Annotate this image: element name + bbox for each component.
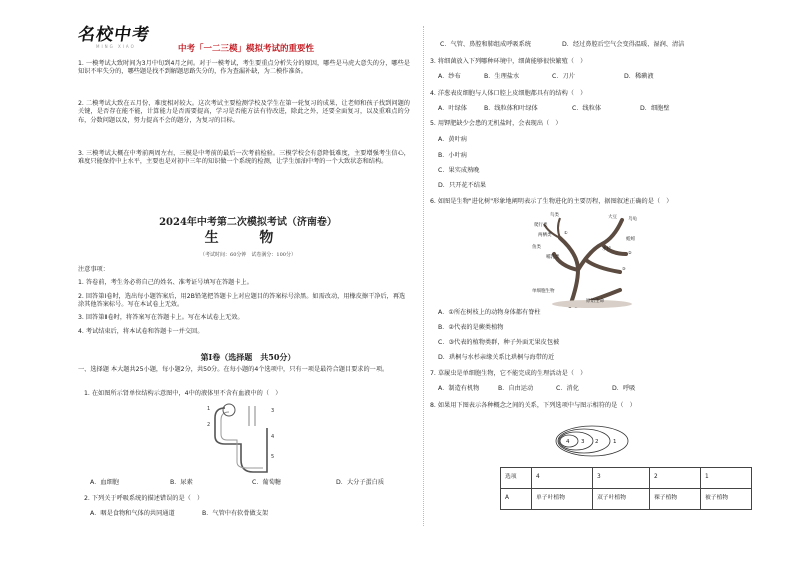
option-d[interactable]: D．珙桐与水杉亲缘关系比珙桐与海带的近 (438, 354, 555, 361)
circle-label-1: 1 (613, 439, 617, 445)
logo-subtext: MING XIAO (96, 44, 136, 49)
option-a[interactable]: A．①所在树枝上的动物身体都有脊柱 (438, 309, 541, 316)
option-d[interactable]: D．呼吸 (612, 385, 636, 392)
question-8-stem: 8. 如果用下图表示各种概念之间的关系，下列选项中与图示相符的是（ ） (430, 402, 636, 409)
svg-text:1: 1 (207, 406, 211, 412)
question-7-stem: 7. 草履虫是单细胞生物，它不能完成的生理活动是（ ） (430, 370, 587, 377)
svg-text:3: 3 (271, 408, 275, 414)
option-b[interactable]: B．自由运动 (498, 385, 534, 392)
option-a[interactable]: A．叶绿体 (438, 105, 467, 112)
table-header-cell: 选项 (501, 468, 532, 489)
school-logo (78, 24, 170, 50)
svg-text:4: 4 (271, 434, 275, 440)
table-cell: 裸子植物 (650, 489, 701, 510)
option-c[interactable]: C．葡萄糖 (252, 479, 282, 486)
exam-subject: 生 物 (204, 230, 292, 246)
table-header-cell: 3 (593, 468, 650, 489)
option-a[interactable]: A．血细胞 (90, 479, 119, 486)
option-c[interactable]: C．刀片 (552, 73, 575, 80)
intro-paragraph-2: 2. 二模考试大致在五月份，难度相对较大。这次考试主要检测学校及学生在第一轮复习的成果，让老师和孩子找到问题的关键，是否存在能不能，计算能力是否需要提高，学习是否能方法有待改进，除此之外，还要全面复习，以及重难点的分布，分数问题以及，努力提高不会的题分，为复习的目标。 (78, 100, 410, 124)
intro-paragraph-3: 3. 三模考试大概在中考前两周左右，三模是中考前的最后一次考前检验。三模学校会有意降低难度，主要增强考生信心，难度只能保持中上水平，主要也是对初中三年的知识做一个系统的检测，让学生加油中考的一个大致状态和结构。 (78, 150, 410, 166)
option-b[interactable]: B．②代表的是蕨类植物 (438, 324, 504, 331)
table-row[interactable] (501, 489, 752, 510)
nephron-diagram (205, 398, 295, 478)
table-header-row (501, 468, 752, 489)
option-c[interactable]: C．线粒体 (572, 105, 602, 112)
option-c[interactable]: C．气管、鼻腔和肺组成呼吸系统 (440, 41, 531, 48)
section-title: 第Ⅰ卷（选择题 共50分） (200, 352, 296, 362)
evolution-tree-diagram (530, 210, 655, 308)
option-b[interactable]: B．线粒体和叶绿体 (484, 105, 538, 112)
question-7-options (438, 385, 658, 393)
circle-label-3: 3 (581, 439, 585, 445)
label-metasequoia: 水杉 (602, 247, 611, 252)
option-a[interactable]: A．黄叶病 (438, 136, 467, 143)
option-a[interactable]: A．咽是食物和气体的共同通道 (90, 510, 175, 517)
exam-notes (78, 266, 408, 341)
option-c[interactable]: C．③代表的植物类群，种子外面无果皮包被 (438, 339, 560, 346)
option-c[interactable]: C．消化 (556, 385, 579, 392)
option-b[interactable]: B．生理盐水 (484, 73, 520, 80)
table-cell: A (501, 489, 532, 510)
label-soybean: 大豆 (608, 215, 617, 220)
table-header-cell: 2 (650, 468, 701, 489)
svg-text:③: ③ (622, 266, 626, 271)
promo-banner: 中考「一二三模」模拟考试的重要性 (178, 44, 315, 54)
option-a[interactable]: A．纱布 (438, 73, 461, 80)
table-cell: 双子叶植物 (593, 489, 650, 510)
label-unicellular: 单细胞生物 (532, 289, 555, 294)
column-divider (423, 26, 424, 526)
circle-label-2: 2 (595, 439, 599, 445)
option-b[interactable]: B．尿素 (170, 479, 193, 486)
option-c[interactable]: C．果实成熟晚 (438, 167, 480, 174)
intro-paragraph-1: 1. 一模考试大致时间为3月中旬到4月之间。对于一模考试，考生要重点分析失分的原因，哪些是马虎大意失的分，哪些是知识不牢失分的，哪些题是找不到解题思路失分的，作为查漏补缺，为二模作准备。 (78, 60, 410, 76)
note-item: 4. 考试结束后，将本试卷和答题卡一并交回。 (78, 327, 204, 335)
table-cell: 单子叶植物 (532, 489, 593, 510)
svg-text:②: ② (628, 250, 632, 255)
table-cell: 被子植物 (701, 489, 752, 510)
label-birds: 鸟类 (550, 213, 559, 218)
svg-text:5: 5 (271, 454, 275, 460)
option-d[interactable]: D．经过鼻腔后空气会变得温暖、湿润、清洁 (562, 41, 685, 48)
option-a[interactable]: A．制造有机物 (438, 385, 480, 392)
option-d[interactable]: D．稀碘液 (624, 73, 654, 80)
question-3-stem: 3. 将细菌放入下列哪种环境中，细菌能够很快繁殖（ ） (430, 58, 587, 65)
svg-text:2: 2 (207, 422, 211, 428)
notes-heading: 注意事项： (78, 266, 109, 273)
label-earthworm: 蚯蚓 (626, 237, 635, 242)
circle-label-4: 4 (566, 439, 570, 445)
note-item: 2. 回答第Ⅰ卷时，选出每小题答案后，用2B铅笔把答题卡上对应题目的答案标号涂黑。如需改动，用橡皮擦干净后，再选涂其他答案标号。写在本试卷上无效。 (78, 292, 406, 309)
question-2-options (90, 510, 342, 518)
label-mammals: 哺乳类 (546, 255, 560, 260)
question-4-options (438, 105, 700, 113)
label-tortoise: 乌龟 (628, 217, 637, 222)
option-b[interactable]: B．气管中有软骨做支架 (202, 510, 269, 517)
exam-title: 2024年中考第二次模拟考试（济南卷） (159, 217, 337, 228)
label-origin-of-life: 原始生命 (586, 299, 604, 304)
svg-text:①: ① (564, 230, 568, 235)
label-reptiles: 爬行类 (534, 223, 548, 228)
question-6-stem: 6. 如图是生物"进化树"形象地阐明表示了生物进化的主要历程，据图叙述正确的是（ ） (430, 198, 673, 205)
label-amphibians: 两栖类 (538, 233, 552, 238)
options-table (500, 467, 752, 510)
nested-concepts-diagram (554, 424, 630, 458)
note-item: 3. 回答第Ⅱ卷时，将答案写在答题卡上。写在本试卷上无效。 (78, 314, 244, 322)
question-3-options (438, 73, 684, 81)
question-4-stem: 4. 洋葱表皮细胞与人体口腔上皮细胞都具有的结构（ ） (430, 90, 587, 97)
exam-meta: （考试时间：60分钟 试卷满分：100分） (200, 252, 296, 258)
option-d[interactable]: D．只开花不结果 (438, 182, 487, 189)
table-header-cell: 1 (701, 468, 752, 489)
option-b[interactable]: B．小叶病 (438, 152, 467, 159)
option-d[interactable]: D．大分子蛋白质 (336, 479, 385, 486)
option-d[interactable]: D．细胞壁 (640, 105, 670, 112)
question-2-options-cont (440, 41, 722, 49)
question-1-options (90, 479, 416, 487)
question-2-stem: 2. 下列关于呼吸系统的描述错误的是（ ） (84, 495, 204, 502)
question-1-stem: 1. 在如图所示肾单位结构示意图中，4中的液体里不含有血液中的（ ） (84, 390, 282, 397)
section-intro: 一、选择题 本大题共25小题，每小题2分，共50分。在每小题的4个选项中，只有一项是最符合题目要求的一项。 (78, 366, 389, 373)
question-5-stem: 5. 用钾肥缺少会患的无机盐时，会表现出（ ） (430, 120, 562, 127)
logo-text: 名校中考 (76, 25, 152, 45)
note-item: 1. 答卷前，考生务必将自己的姓名、准考证号填写在答题卡上。 (78, 279, 253, 287)
table-header-cell: 4 (532, 468, 593, 489)
label-fish: 鱼类 (532, 245, 541, 250)
